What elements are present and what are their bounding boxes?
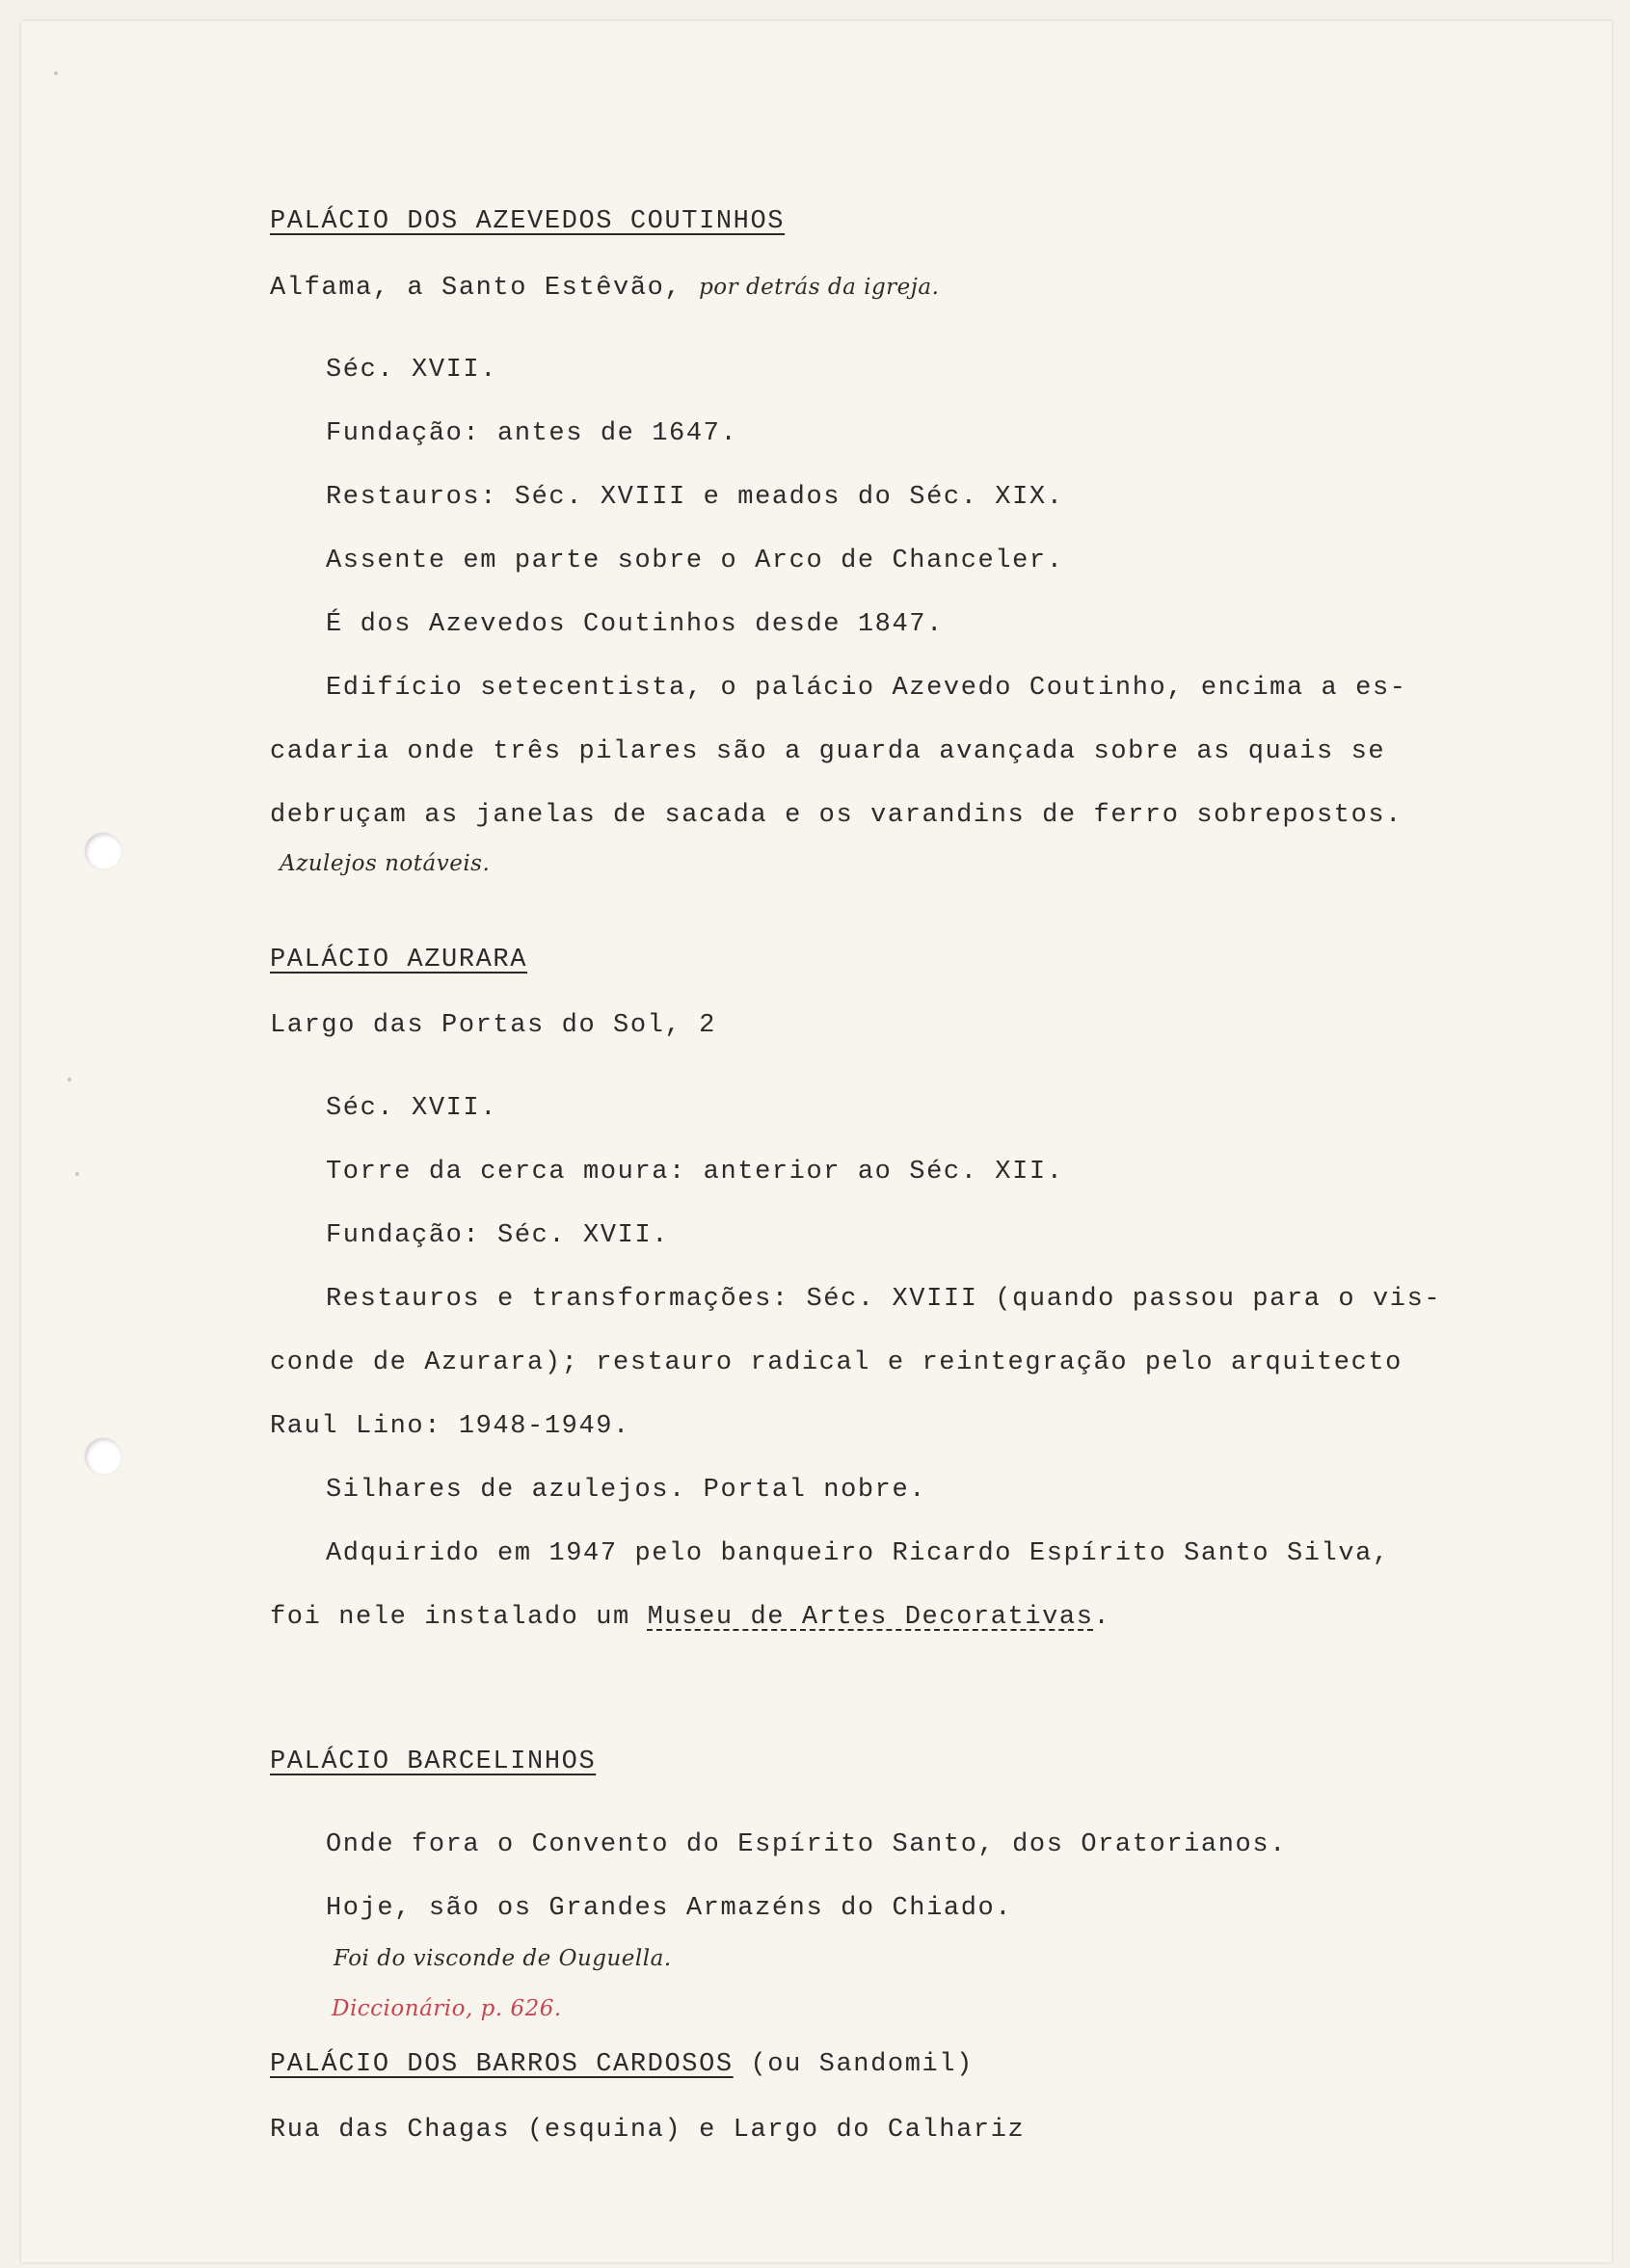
- text-line: Edifício setecentista, o palácio Azevedo Coutinho, encima a es-: [326, 674, 1407, 703]
- address-text: Alfama, a Santo Estêvão,: [270, 274, 682, 303]
- section-address-barros-cardosos: Rua das Chagas (esquina) e Largo do Calhariz: [270, 2116, 1026, 2145]
- paper-speck: [54, 71, 58, 75]
- handwritten-note: Azulejos notáveis.: [280, 851, 491, 876]
- text-line: Restauros e transformações: Séc. XVIII (quando passou para o vis-: [326, 1285, 1442, 1314]
- text-line: Torre da cerca moura: anterior ao Séc. XII.: [326, 1158, 1064, 1187]
- handwritten-reference-red: Diccionário, p. 626.: [332, 1996, 562, 2021]
- section-heading-azevedos-coutinhos: PALÁCIO DOS AZEVEDOS COUTINHOS: [270, 207, 786, 236]
- text-line: Séc. XVII.: [326, 1094, 498, 1123]
- text-fragment: .: [1093, 1603, 1111, 1632]
- text-line: Onde fora o Convento do Espírito Santo, dos Oratorianos.: [326, 1830, 1287, 1859]
- text-line: Silhares de azulejos. Portal nobre.: [326, 1476, 927, 1505]
- text-line: Fundação: Séc. XVII.: [326, 1221, 670, 1250]
- text-line: É dos Azevedos Coutinhos desde 1847.: [326, 610, 944, 639]
- document-page: [21, 21, 1612, 2262]
- section-address-azevedos-coutinhos: [270, 272, 939, 304]
- section-heading-barros-cardosos: [270, 2049, 974, 2080]
- heading-suffix: (ou Sandomil): [733, 2050, 974, 2079]
- text-line: debruçam as janelas de sacada e os varandins de ferro sobrepostos.: [270, 801, 1403, 830]
- section-heading-barcelinhos: PALÁCIO BARCELINHOS: [270, 1748, 597, 1776]
- text-line: Assente em parte sobre o Arco de Chanceler.: [326, 547, 1064, 575]
- text-line: Adquirido em 1947 pelo banqueiro Ricardo Espírito Santo Silva,: [326, 1539, 1390, 1568]
- punch-hole: [85, 833, 121, 869]
- text-line-museum: [270, 1602, 1110, 1633]
- section-address-azurara: Largo das Portas do Sol, 2: [270, 1011, 716, 1040]
- text-line: Fundação: antes de 1647.: [326, 419, 738, 448]
- paper-speck: [75, 1172, 79, 1176]
- handwritten-note: por detrás da igreja.: [699, 275, 940, 300]
- text-line: Hoje, são os Grandes Armazéns do Chiado.: [326, 1894, 1013, 1923]
- text-fragment: foi nele instalado um: [270, 1603, 648, 1632]
- punch-hole: [85, 1438, 121, 1475]
- handwritten-note: Foi do visconde de Ouguella.: [334, 1946, 672, 1971]
- section-heading-azurara: PALÁCIO AZURARA: [270, 946, 528, 974]
- text-line: cadaria onde três pilares são a guarda avançada sobre as quais se: [270, 737, 1386, 766]
- text-line: Séc. XVII.: [326, 356, 498, 385]
- text-line: conde de Azurara); restauro radical e reintegração pelo arquitecto: [270, 1348, 1403, 1377]
- paper-speck: [67, 1078, 71, 1081]
- museum-name: Museu de Artes Decorativas: [647, 1603, 1094, 1632]
- heading-text: PALÁCIO DOS BARROS CARDOSOS: [270, 2050, 734, 2079]
- text-line: Raul Lino: 1948-1949.: [270, 1412, 630, 1441]
- text-line: Restauros: Séc. XVIII e meados do Séc. XIX.: [326, 483, 1064, 512]
